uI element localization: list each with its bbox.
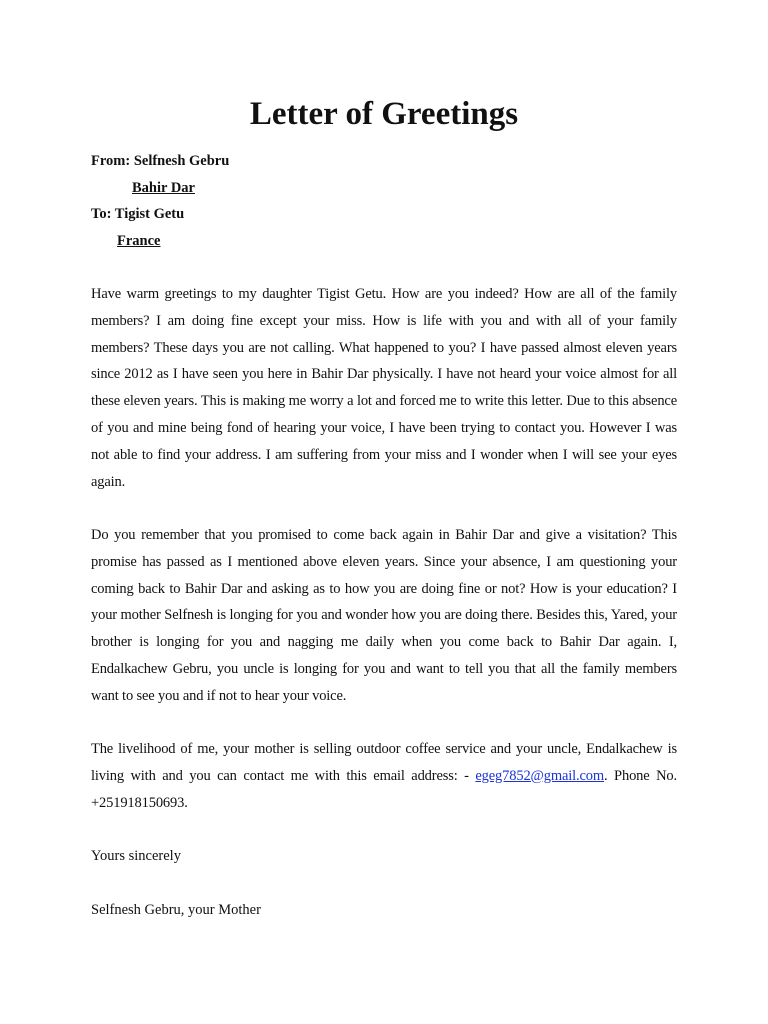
paragraph-3 bbox=[91, 736, 677, 816]
letter-title: Letter of Greetings bbox=[249, 96, 519, 132]
signature-line: Selfnesh Gebru, your Mother bbox=[91, 902, 261, 918]
paragraph-3-phone: . Phone No. +251918150693. bbox=[91, 767, 678, 811]
closing-line: Yours sincerely bbox=[91, 848, 181, 864]
paragraph-1: Have warm greetings to my daughter Tigist Getu. How are you indeed? How are all of the family members? I am doing fine except your miss. How is life with you and with all of your family members? These days you are not calling. What happened to you? I have passed almost eleven years since 2012 as I have seen you here in Bahir Dar physically. I have not heard your voice almost for all these eleven years. This is making me worry a lot and forced me to write this letter. Due to this absence of you and mine being fond of hearing your voice, I have been trying to contact you. However I was not able to find your address. I am suffering from your miss and I wonder when I will see your eyes again. bbox=[91, 286, 677, 490]
from-line: From: Selfnesh Gebru bbox=[91, 153, 230, 169]
paragraph-2: Do you remember that you promised to come back again in Bahir Dar and give a visitation? This promise has passed as I mentioned above eleven years. Since your absence, I am questioning your coming back to Bahir Dar and asking as to how you are doing fine or not? How is your education? I your mother Selfnesh is longing for you and wonder how you are doing there. Besides this, Yared, your brother is longing for you and nagging me daily when you come back to Bahir Dar again. I, Endalkachew Gebru, you uncle is longing for you and want to tell you that all the family members want to see you and if not to hear your voice. bbox=[91, 527, 677, 704]
to-country: France bbox=[117, 233, 161, 249]
email-link[interactable]: egeg7852@gmail.com bbox=[475, 767, 605, 784]
paragraph-3-text: The livelihood of me, your mother is selling outdoor coffee service and your uncle, Endalkachew is living with and you can contact me with this email address: - bbox=[91, 741, 677, 784]
to-line: To: Tigist Getu bbox=[91, 206, 185, 222]
from-city: Bahir Dar bbox=[132, 180, 195, 196]
